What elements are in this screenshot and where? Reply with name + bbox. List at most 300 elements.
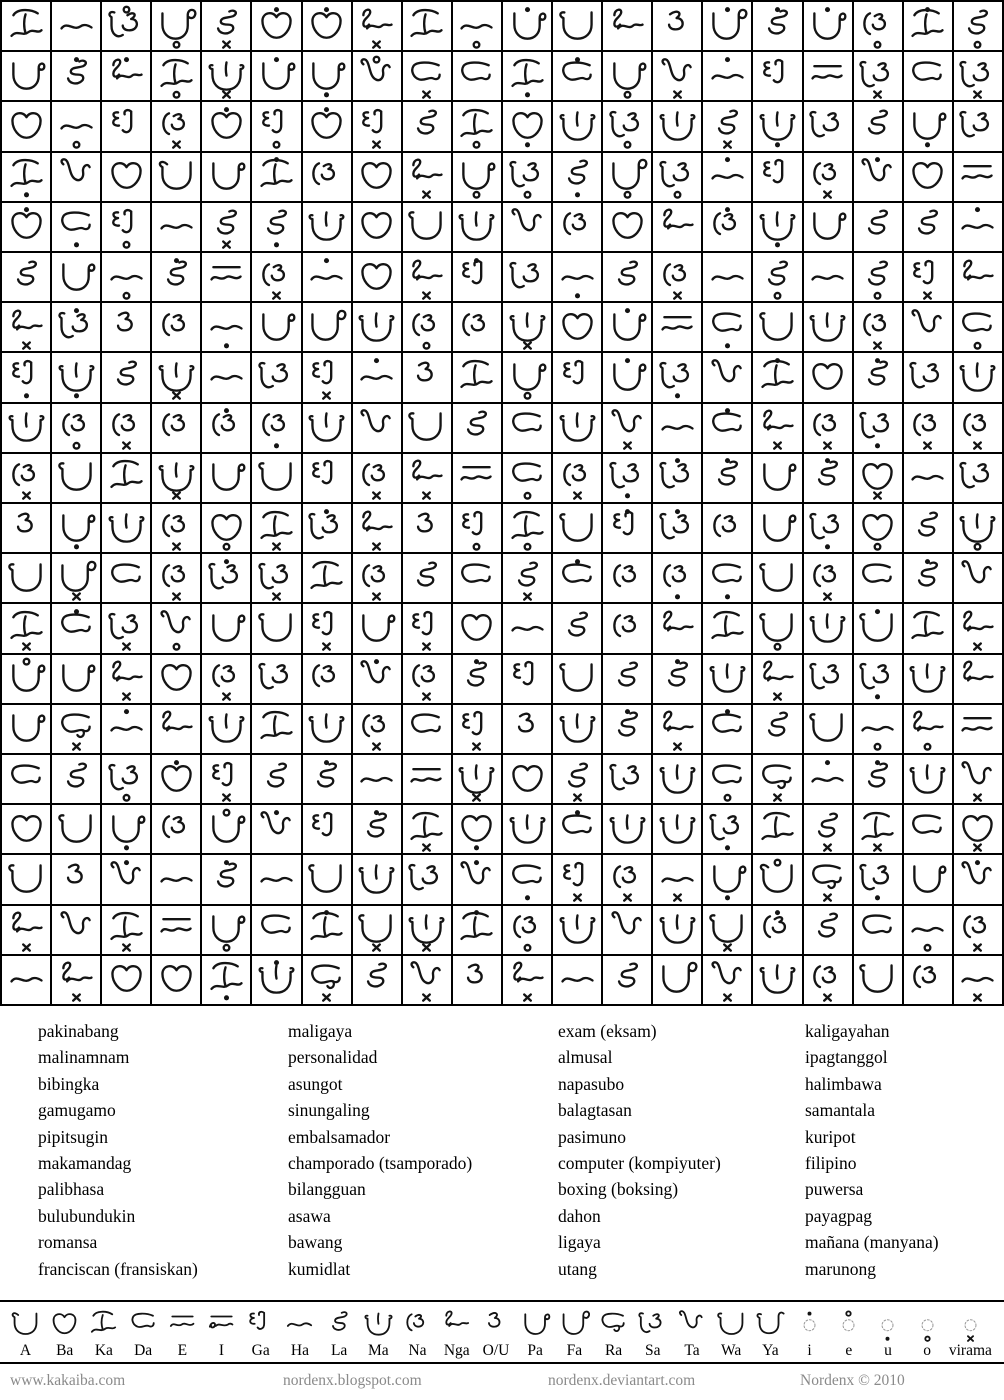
grid-cell — [303, 855, 353, 905]
grid-cell — [854, 454, 904, 504]
grid-cell — [703, 655, 753, 705]
grid-cell — [403, 303, 453, 353]
legend-glyph — [204, 1307, 239, 1342]
grid-cell — [954, 504, 1004, 554]
grid-cell — [403, 454, 453, 504]
grid-cell — [102, 203, 152, 253]
word-item: bibingka — [38, 1073, 100, 1094]
grid-cell — [904, 604, 954, 654]
legend-glyph — [361, 1307, 396, 1342]
legend-label: Na — [408, 1342, 427, 1359]
grid-cell — [804, 153, 854, 203]
legend-label: virama — [948, 1342, 992, 1359]
grid-cell — [553, 454, 603, 504]
grid-cell — [252, 203, 302, 253]
grid-cell — [753, 956, 803, 1006]
grid-cell — [603, 855, 653, 905]
grid-cell — [303, 956, 353, 1006]
grid-cell — [453, 705, 503, 755]
grid-cell — [503, 404, 553, 454]
grid-cell — [102, 454, 152, 504]
grid-cell — [453, 303, 503, 353]
grid-cell — [102, 404, 152, 454]
grid-cell — [202, 755, 252, 805]
grid-cell — [553, 353, 603, 403]
word-item: napasubo — [558, 1073, 625, 1094]
grid-cell — [854, 504, 904, 554]
word-item: halimbawa — [805, 1073, 882, 1094]
grid-cell — [102, 906, 152, 956]
word-item: malinamnam — [38, 1047, 130, 1068]
grid-cell — [753, 404, 803, 454]
grid-cell — [152, 454, 202, 504]
word-item: asawa — [288, 1205, 331, 1226]
grid-cell — [52, 353, 102, 403]
grid-cell — [753, 755, 803, 805]
grid-cell — [52, 504, 102, 554]
grid-cell — [303, 253, 353, 303]
grid-cell — [753, 353, 803, 403]
grid-cell — [303, 153, 353, 203]
grid-cell — [904, 153, 954, 203]
word-list-column — [38, 1018, 198, 1282]
grid-cell — [854, 956, 904, 1006]
grid-cell — [603, 253, 653, 303]
grid-cell — [152, 303, 202, 353]
grid-cell — [453, 554, 503, 604]
grid-cell — [152, 956, 202, 1006]
grid-cell — [303, 52, 353, 102]
legend-label: Ya — [762, 1342, 779, 1359]
grid-cell — [503, 805, 553, 855]
grid-cell — [804, 404, 854, 454]
grid-cell — [954, 253, 1004, 303]
grid-cell — [102, 303, 152, 353]
grid-cell — [553, 203, 603, 253]
grid-cell — [252, 755, 302, 805]
legend-item — [361, 1307, 396, 1359]
grid-cell — [453, 253, 503, 303]
legend-label: A — [19, 1342, 32, 1359]
legend-glyph — [165, 1307, 200, 1342]
grid-cell — [202, 604, 252, 654]
word-item: marunong — [805, 1258, 876, 1279]
grid-cell — [954, 102, 1004, 152]
grid-cell — [202, 906, 252, 956]
grid-cell — [102, 855, 152, 905]
grid-cell — [954, 604, 1004, 654]
grid-cell — [854, 52, 904, 102]
grid-cell — [753, 102, 803, 152]
grid-cell — [152, 52, 202, 102]
word-item: almusal — [558, 1047, 613, 1068]
legend-item — [831, 1307, 866, 1359]
grid-cell — [854, 755, 904, 805]
grid-cell — [553, 956, 603, 1006]
grid-cell — [403, 604, 453, 654]
grid-cell — [804, 454, 854, 504]
grid-cell — [403, 855, 453, 905]
legend-glyph — [557, 1307, 592, 1342]
grid-cell — [804, 353, 854, 403]
legend-item — [400, 1307, 435, 1359]
grid-cell — [353, 52, 403, 102]
grid-cell — [403, 705, 453, 755]
legend-item — [8, 1307, 43, 1359]
legend-label: Nga — [443, 1342, 470, 1359]
grid-cell — [453, 855, 503, 905]
grid-cell — [904, 504, 954, 554]
grid-cell — [954, 303, 1004, 353]
grid-cell — [954, 353, 1004, 403]
grid-cell — [904, 454, 954, 504]
word-list-column — [288, 1018, 472, 1282]
grid-cell — [303, 906, 353, 956]
word-item: embalsamador — [288, 1126, 391, 1147]
grid-cell — [653, 153, 703, 203]
grid-cell — [503, 303, 553, 353]
grid-cell — [603, 956, 653, 1006]
grid-cell — [503, 655, 553, 705]
grid-cell — [854, 102, 904, 152]
grid-cell — [252, 956, 302, 1006]
grid-cell — [252, 153, 302, 203]
grid-cell — [453, 604, 503, 654]
grid-cell — [904, 705, 954, 755]
grid-cell — [403, 404, 453, 454]
grid-cell — [353, 655, 403, 705]
grid-cell — [353, 203, 403, 253]
grid-cell — [603, 805, 653, 855]
grid-cell — [152, 153, 202, 203]
grid-cell — [252, 404, 302, 454]
grid-cell — [303, 102, 353, 152]
grid-cell — [453, 805, 503, 855]
word-item: bilangguan — [288, 1179, 366, 1200]
grid-cell — [954, 755, 1004, 805]
grid-cell — [2, 805, 52, 855]
grid-cell — [553, 253, 603, 303]
footer-text-kakaiba: www.kakaiba.com — [10, 1372, 126, 1389]
grid-cell — [152, 655, 202, 705]
legend-label: i — [807, 1342, 812, 1359]
grid-cell — [753, 153, 803, 203]
grid-cell — [152, 253, 202, 303]
grid-cell — [904, 2, 954, 52]
word-item: samantala — [805, 1100, 875, 1121]
grid-cell — [904, 755, 954, 805]
grid-cell — [503, 705, 553, 755]
legend-label: Ba — [56, 1342, 74, 1359]
grid-cell — [353, 755, 403, 805]
grid-cell — [603, 353, 653, 403]
grid-cell — [52, 906, 102, 956]
legend-label: Ga — [251, 1342, 270, 1359]
grid-cell — [904, 253, 954, 303]
grid-cell — [753, 705, 803, 755]
legend-glyph — [792, 1307, 827, 1342]
legend-item — [165, 1307, 200, 1359]
legend-item — [753, 1307, 788, 1359]
legend-item — [949, 1307, 992, 1359]
grid-cell — [303, 454, 353, 504]
grid-cell — [653, 504, 703, 554]
grid-cell — [152, 855, 202, 905]
grid-cell — [52, 755, 102, 805]
grid-cell — [353, 805, 403, 855]
grid-cell — [904, 353, 954, 403]
grid-cell — [353, 554, 403, 604]
grid-cell — [703, 153, 753, 203]
legend-glyph — [870, 1307, 905, 1342]
grid-cell — [52, 2, 102, 52]
legend-glyph — [753, 1307, 788, 1342]
word-item: kuripot — [805, 1126, 856, 1147]
grid-cell — [653, 2, 703, 52]
legend-label: Ha — [290, 1342, 309, 1359]
grid-cell — [904, 52, 954, 102]
legend-item — [47, 1307, 82, 1359]
legend-glyph — [8, 1307, 43, 1342]
grid-cell — [603, 404, 653, 454]
grid-cell — [52, 404, 102, 454]
grid-cell — [854, 353, 904, 403]
grid-cell — [753, 303, 803, 353]
word-item: dahon — [558, 1205, 601, 1226]
legend-item — [910, 1307, 945, 1359]
grid-cell — [703, 805, 753, 855]
grid-cell — [2, 956, 52, 1006]
grid-cell — [52, 454, 102, 504]
grid-cell — [553, 906, 603, 956]
grid-cell — [804, 203, 854, 253]
grid-cell — [2, 855, 52, 905]
grid-cell — [503, 504, 553, 554]
grid-cell — [252, 906, 302, 956]
grid-cell — [653, 655, 703, 705]
grid-cell — [954, 454, 1004, 504]
grid-cell — [653, 554, 703, 604]
grid-cell — [403, 755, 453, 805]
grid-cell — [753, 604, 803, 654]
grid-cell — [553, 805, 603, 855]
grid-cell — [2, 705, 52, 755]
legend-item — [557, 1307, 592, 1359]
grid-cell — [403, 253, 453, 303]
word-item: utang — [558, 1258, 597, 1279]
grid-cell — [303, 404, 353, 454]
grid-cell — [202, 52, 252, 102]
grid-cell — [52, 956, 102, 1006]
grid-cell — [2, 153, 52, 203]
grid-cell — [102, 604, 152, 654]
grid-cell — [102, 956, 152, 1006]
grid-cell — [553, 303, 603, 353]
grid-cell — [553, 855, 603, 905]
legend-item — [870, 1307, 905, 1359]
grid-cell — [453, 454, 503, 504]
grid-cell — [703, 454, 753, 504]
grid-cell — [954, 153, 1004, 203]
grid-cell — [152, 102, 202, 152]
legend-glyph — [518, 1307, 553, 1342]
grid-cell — [303, 554, 353, 604]
grid-cell — [804, 554, 854, 604]
grid-cell — [52, 604, 102, 654]
word-item: computer (kompiyuter) — [558, 1153, 721, 1174]
grid-cell — [2, 203, 52, 253]
grid-cell — [102, 805, 152, 855]
grid-cell — [954, 805, 1004, 855]
grid-cell — [2, 906, 52, 956]
legend-glyph — [126, 1307, 161, 1342]
grid-cell — [703, 203, 753, 253]
grid-cell — [804, 303, 854, 353]
word-item: mañana (manyana) — [805, 1232, 939, 1253]
grid-cell — [753, 805, 803, 855]
grid-cell — [503, 203, 553, 253]
legend-label: Ta — [684, 1342, 700, 1359]
grid-cell — [403, 956, 453, 1006]
grid-cell — [52, 303, 102, 353]
grid-cell — [904, 956, 954, 1006]
grid-cell — [453, 655, 503, 705]
grid-cell — [703, 755, 753, 805]
grid-cell — [904, 906, 954, 956]
legend-item — [635, 1307, 670, 1359]
grid-cell — [453, 504, 503, 554]
grid-cell — [603, 203, 653, 253]
grid-cell — [904, 102, 954, 152]
grid-cell — [753, 454, 803, 504]
grid-cell — [252, 454, 302, 504]
legend-item — [714, 1307, 749, 1359]
word-item: pasimuno — [558, 1126, 627, 1147]
legend-label: Ma — [367, 1342, 389, 1359]
grid-cell — [2, 504, 52, 554]
grid-cell — [703, 52, 753, 102]
grid-cell — [653, 203, 703, 253]
grid-cell — [252, 102, 302, 152]
grid-cell — [553, 504, 603, 554]
legend-item — [674, 1307, 709, 1359]
grid-cell — [753, 253, 803, 303]
grid-cell — [453, 102, 503, 152]
grid-cell — [603, 303, 653, 353]
grid-cell — [703, 705, 753, 755]
grid-cell — [202, 554, 252, 604]
grid-cell — [753, 2, 803, 52]
grid-cell — [202, 253, 252, 303]
grid-cell — [152, 805, 202, 855]
grid-cell — [603, 454, 653, 504]
legend-item — [86, 1307, 121, 1359]
grid-cell — [954, 2, 1004, 52]
grid-cell — [854, 404, 904, 454]
grid-cell — [52, 655, 102, 705]
grid-cell — [2, 454, 52, 504]
word-item: palibhasa — [38, 1179, 105, 1200]
grid-cell — [503, 554, 553, 604]
legend-label: O/U — [482, 1342, 510, 1359]
grid-cell — [653, 454, 703, 504]
grid-cell — [653, 404, 703, 454]
grid-cell — [403, 153, 453, 203]
grid-cell — [553, 604, 603, 654]
word-item: boxing (boksing) — [558, 1179, 679, 1200]
grid-cell — [904, 303, 954, 353]
grid-cell — [102, 102, 152, 152]
legend-label: Sa — [645, 1342, 661, 1359]
grid-cell — [52, 253, 102, 303]
word-item: ligaya — [558, 1232, 601, 1253]
word-item: gamugamo — [38, 1100, 116, 1121]
grid-cell — [202, 655, 252, 705]
grid-cell — [753, 855, 803, 905]
grid-cell — [52, 52, 102, 102]
grid-cell — [503, 855, 553, 905]
grid-cell — [904, 404, 954, 454]
grid-cell — [854, 906, 904, 956]
grid-cell — [202, 705, 252, 755]
grid-cell — [653, 353, 703, 403]
legend-label: Pa — [527, 1342, 543, 1359]
legend-item — [518, 1307, 553, 1359]
grid-cell — [804, 604, 854, 654]
grid-cell — [353, 705, 403, 755]
grid-cell — [553, 554, 603, 604]
grid-cell — [303, 303, 353, 353]
grid-cell — [353, 956, 403, 1006]
grid-cell — [954, 705, 1004, 755]
grid-cell — [353, 855, 403, 905]
grid-cell — [804, 956, 854, 1006]
grid-cell — [52, 805, 102, 855]
grid-cell — [904, 203, 954, 253]
grid-cell — [252, 2, 302, 52]
grid-cell — [152, 353, 202, 403]
word-item: personalidad — [288, 1047, 378, 1068]
legend-item — [322, 1307, 357, 1359]
legend-item — [439, 1307, 474, 1359]
grid-cell — [202, 956, 252, 1006]
grid-cell — [453, 906, 503, 956]
grid-cell — [403, 805, 453, 855]
grid-cell — [753, 52, 803, 102]
grid-cell — [603, 2, 653, 52]
grid-cell — [152, 554, 202, 604]
grid-cell — [553, 2, 603, 52]
grid-cell — [453, 404, 503, 454]
grid-cell — [52, 153, 102, 203]
grid-cell — [52, 855, 102, 905]
legend-label: Fa — [566, 1342, 583, 1359]
grid-cell — [904, 805, 954, 855]
grid-cell — [453, 956, 503, 1006]
grid-cell — [603, 554, 653, 604]
grid-cell — [904, 855, 954, 905]
grid-cell — [653, 755, 703, 805]
grid-cell — [152, 755, 202, 805]
grid-cell — [2, 52, 52, 102]
grid-cell — [703, 253, 753, 303]
grid-cell — [954, 554, 1004, 604]
footer-text-blogspot: nordenx.blogspot.com — [283, 1372, 422, 1389]
legend-label: Ka — [94, 1342, 113, 1359]
grid-cell — [102, 705, 152, 755]
grid-cell — [954, 52, 1004, 102]
grid-cell — [353, 604, 403, 654]
